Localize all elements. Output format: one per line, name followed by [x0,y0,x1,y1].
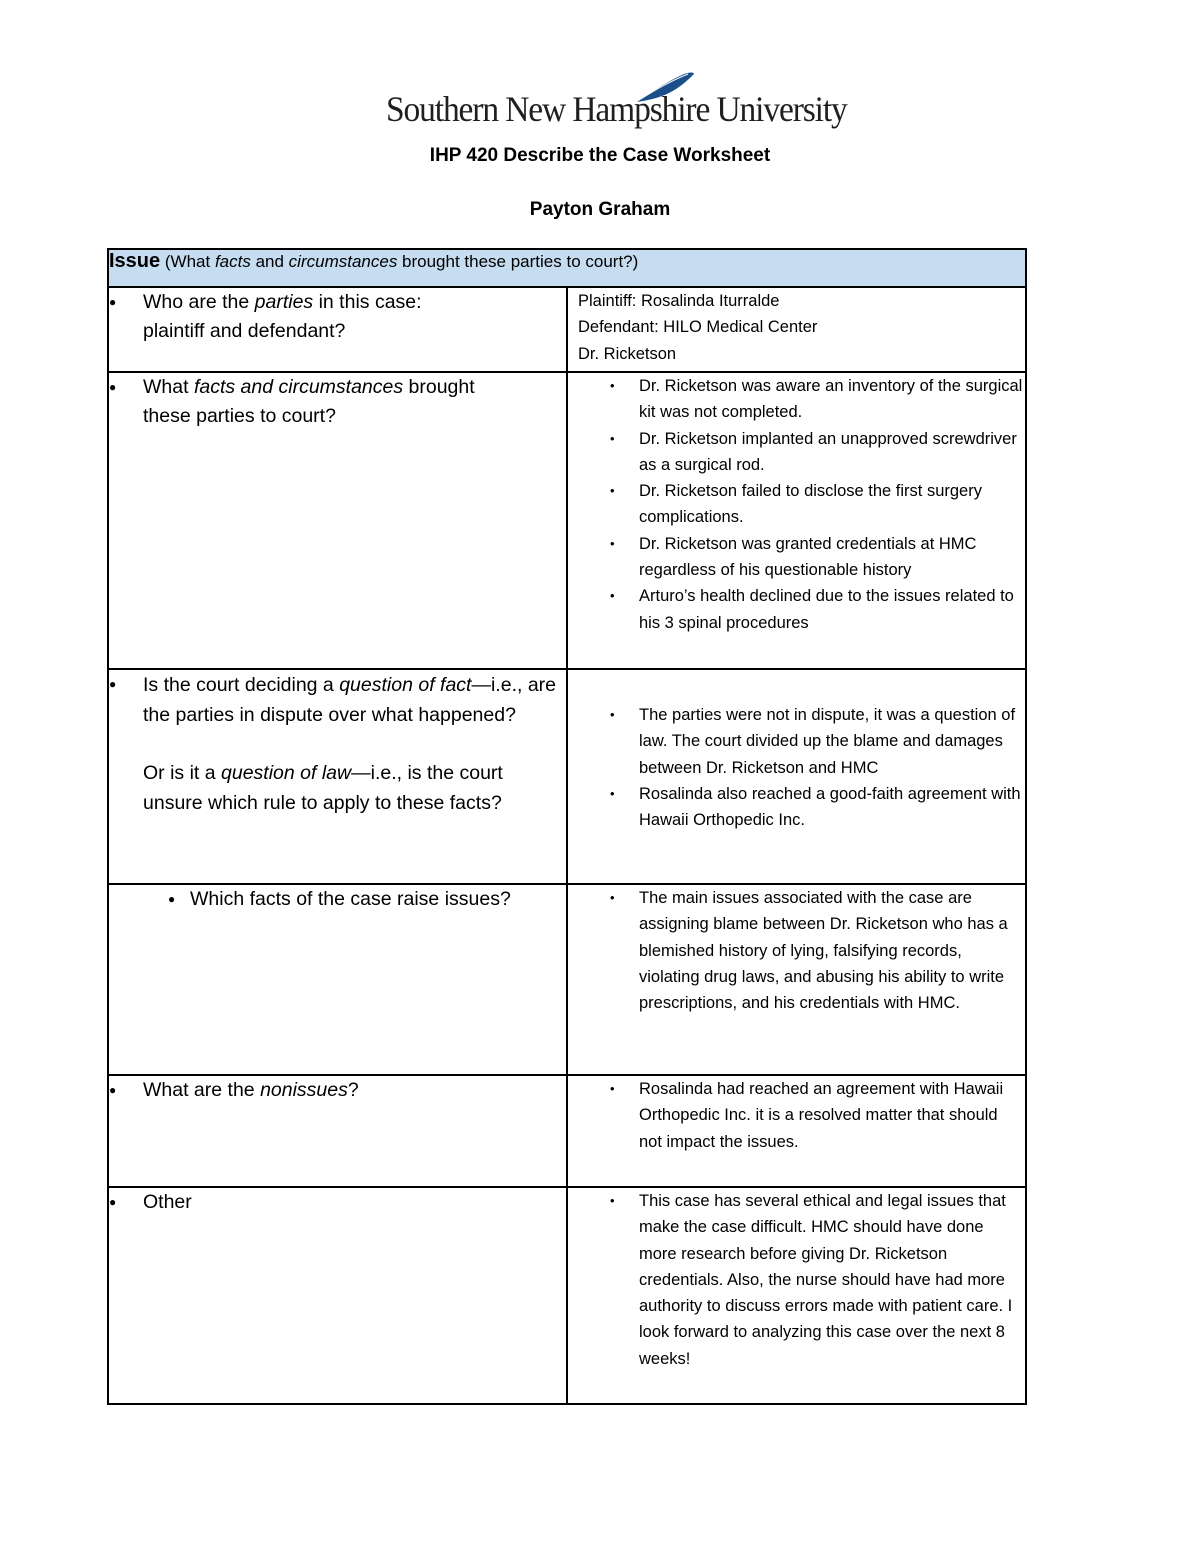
question-cell [108,372,567,669]
list-item: • Dr. Ricketson failed to disclose the first surgery complications. [610,482,982,527]
bullet-icon: ● [168,892,176,906]
list-item: • Dr. Ricketson was granted credentials at HMC regardless of his questionable history [610,534,977,580]
answer-cell [567,287,1026,372]
table-header-row [108,249,1026,287]
list-item: • Rosalinda had reached an agreement with Hawaii Orthopedic Inc. it is a resolved matter that should not impact the issues. [610,1080,1004,1151]
list-item: • Arturo’s health declined due to the issues related to his 3 spinal procedures [610,587,1014,632]
question-item: ● Other [109,1188,566,1217]
question-item: ● Which facts of the case raise issues? [168,885,566,914]
bullet-icon: ● [109,380,117,394]
university-logo [386,70,847,136]
logo-wordmark: Southern New Hampshire University [386,89,847,129]
list-item: • Rosalinda also reached a good-faith agreement with Hawaii Orthopedic Inc. [610,784,1021,830]
answer-cell [567,372,1026,669]
issue-header-cell [108,249,1026,287]
question-cell [108,1075,567,1187]
answer-cell [567,884,1026,1075]
list-item: • Dr. Ricketson implanted an unapproved screwdriver as a surgical rod. [610,429,1017,474]
table-row [108,287,1026,372]
author-name: Payton Graham [529,199,671,220]
table-row [108,669,1026,884]
table-row [108,1075,1026,1187]
question-cell [108,287,567,372]
table-row [108,1187,1026,1404]
defendant-doctor-line: Dr. Ricketson [578,344,677,363]
feather-icon [632,70,696,104]
list-item: • Dr. Ricketson was aware an inventory of the surgical kit was not completed. [610,377,1023,422]
case-worksheet-table [107,248,1027,1405]
bullet-icon: ● [109,677,117,691]
issue-label: Issue [109,250,161,272]
table-row [108,372,1026,669]
bullet-icon: ● [109,295,117,309]
question-cell [108,669,567,884]
defendant-line: Defendant: HILO Medical Center [578,318,818,337]
question-cell [108,1187,567,1404]
question-item: ● Who are the parties in this case: plaintiff and defendant? [109,288,566,346]
question-cell [108,884,567,1075]
worksheet-title: IHP 420 Describe the Case Worksheet [429,145,771,166]
answer-cell [567,669,1026,884]
bullet-icon: ● [109,1195,117,1209]
table-row [108,884,1026,1075]
question-item: ● What are the nonissues? [109,1076,566,1105]
list-item: • This case has several ethical and legal issues that make the case difficult. HMC should have done more research before giving Dr. Ricketson credentials. Also, the nurse should have had more authority to discuss errors made with patient care. I look forward to analyzing this case over the next 8 weeks! [610,1192,1013,1368]
answer-cell [567,1187,1026,1404]
bullet-icon: ● [109,1083,117,1097]
list-item: • The main issues associated with the case are assigning blame between Dr. Ricketson who has a blemished history of lying, falsifying records, violating drug laws, and abusing his ability to write prescriptions, and his credentials with HMC. [610,889,1008,1013]
plaintiff-line: Plaintiff: Rosalinda Iturralde [578,292,780,310]
question-item: ● Is the court deciding a question of fact—i.e., are the parties in dispute over what happened? Or is it a question of law—i.e., is the court unsure which rule to apply to these facts? [109,670,566,818]
issue-prompt: (What facts and circumstances brought these parties to court?) [164,252,639,271]
list-item: • The parties were not in dispute, it was a question of law. The court divided up the blame and damages between Dr. Ricketson and HMC [610,706,1016,777]
question-item: ● What facts and circumstances brought these parties to court? [109,373,566,431]
answer-cell [567,1075,1026,1187]
